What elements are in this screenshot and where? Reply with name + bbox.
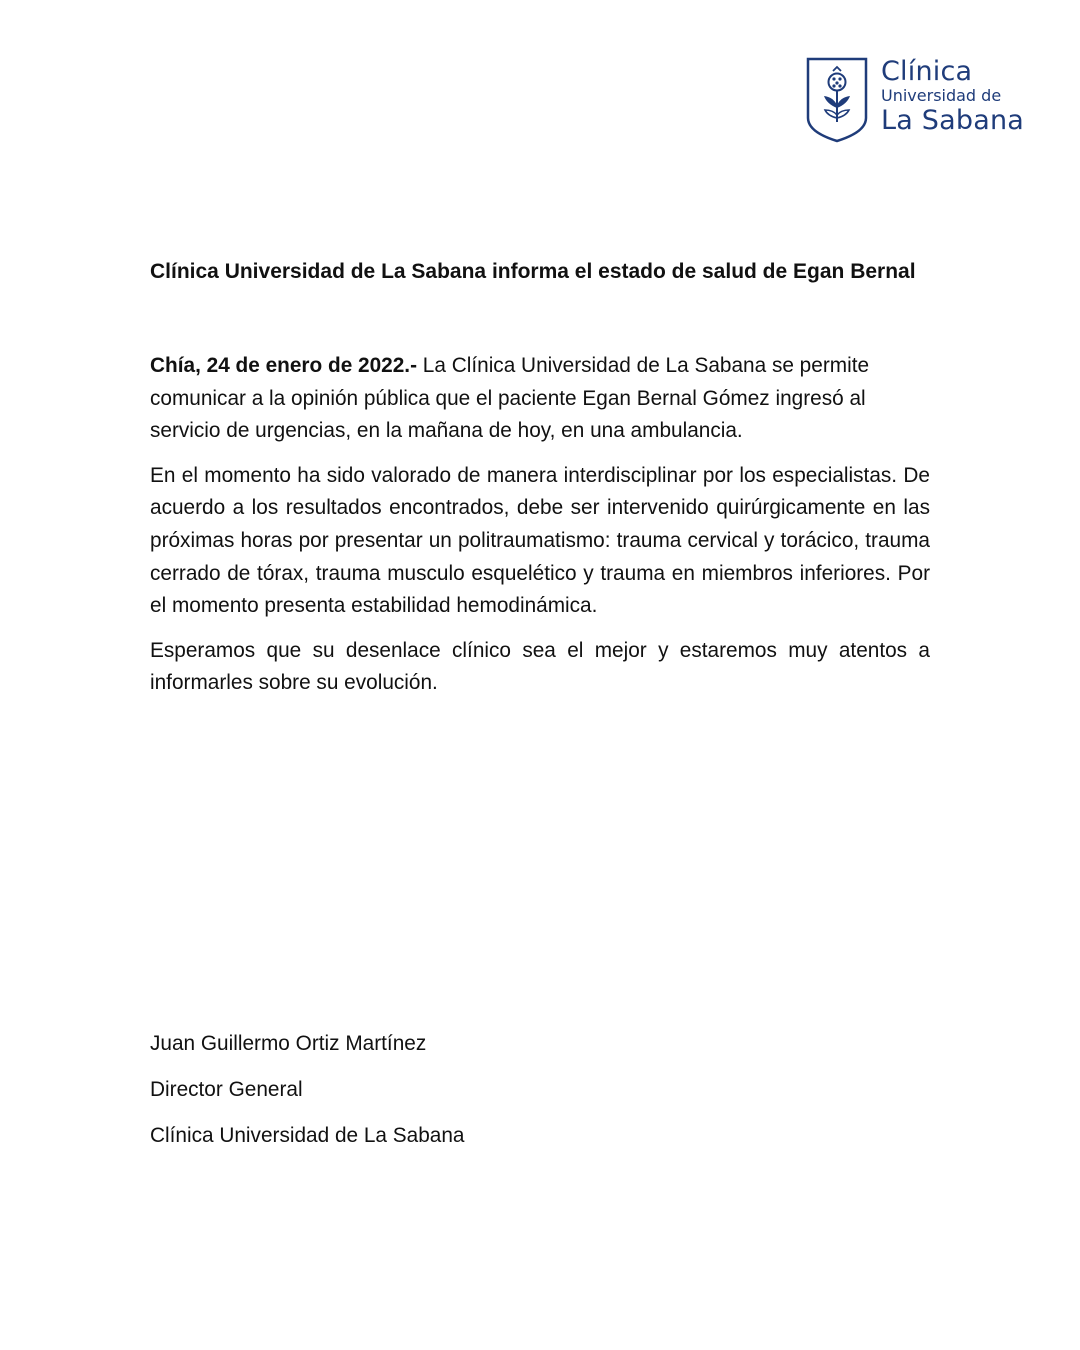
signature-organization: Clínica Universidad de La Sabana [150, 1124, 465, 1147]
signature-block [150, 1028, 464, 1166]
paragraph-3: Esperamos que su desenlace clínico sea el mejor y estaremos muy atentos a informarles sobre su evolución. [150, 638, 930, 695]
shield-logo-icon [805, 56, 869, 144]
paragraph-1-text: La Clínica Universidad de La Sabana se permite comunicar a la opinión pública que el paciente Egan Bernal Gómez ingresó al servicio de urgencias, en la mañana de hoy, en una ambulancia. [150, 354, 870, 443]
paragraph-2: En el momento ha sido valorado de manera interdisciplinar por los especialistas. De acuerdo a los resultados encontrados, debe ser intervenido quirúrgicamente en las próximas horas por presentar un politraumatismo: trauma cervical y torácico, trauma cerrado de tórax, trauma musculo esquelético y trauma en miembros inferiores. Por el momento presenta estabilidad hemodinámica. [150, 463, 930, 618]
logo-line-la-sabana: La Sabana [881, 105, 1024, 136]
dateline: Chía, 24 de enero de 2022.- [150, 354, 418, 377]
logo-line-clinica: Clínica [881, 56, 973, 87]
signature-name: Juan Guillermo Ortiz Martínez [150, 1032, 427, 1055]
paragraph-1 [150, 350, 930, 448]
document-title: Clínica Universidad de La Sabana informa el estado de salud de Egan Bernal [150, 260, 916, 283]
document-body [150, 350, 930, 712]
signature-role: Director General [150, 1078, 303, 1101]
clinic-logo [805, 56, 1035, 144]
logo-wordmark [881, 56, 1024, 136]
logo-line-universidad: Universidad de [881, 86, 1002, 105]
